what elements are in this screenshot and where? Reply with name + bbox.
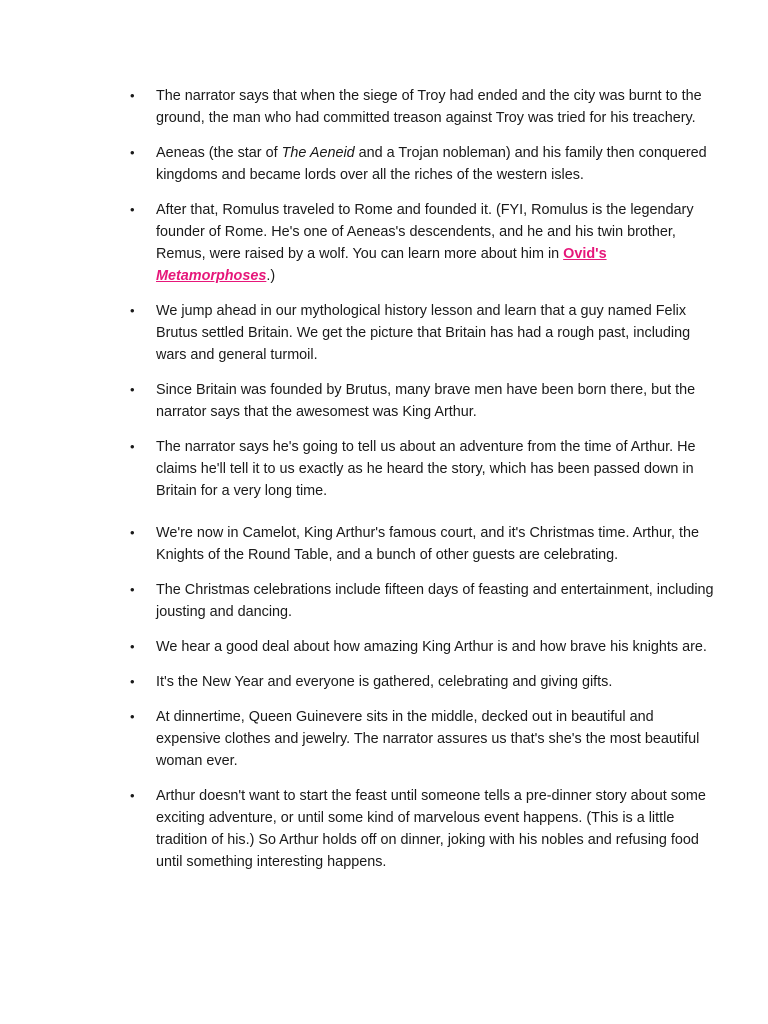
bullet-icon: • [130, 303, 135, 318]
bullet-icon: • [130, 788, 135, 803]
list-item [130, 85, 720, 129]
item-text: The narrator says he's going to tell us about an adventure from the time of Arthur. He claims he'll tell it to us exactly as he heard the story, which has been passed down in Britain for a very long time. [156, 439, 696, 499]
item-text: We jump ahead in our mythological history lesson and learn that a guy named Felix Brutus settled Britain. We get the picture that Britain has had a rough past, including wars and general turmoil. [156, 303, 691, 363]
item-text: At dinnertime, Queen Guinevere sits in the middle, decked out in beautiful and expensive clothes and jewelry. The narrator assures us that's she's the most beautiful woman ever. [156, 709, 700, 769]
bullet-icon: • [130, 582, 135, 597]
list-item [130, 379, 720, 423]
bullet-icon: • [130, 88, 135, 103]
link-text-italic: Metamorphoses [156, 268, 267, 284]
list-item [130, 199, 720, 287]
item-text-post: .) [266, 268, 276, 284]
bullet-icon: • [130, 382, 135, 397]
bullet-icon: • [130, 439, 135, 454]
item-text: The Christmas celebrations include fifteen days of feasting and entertainment, including jousting and dancing. [156, 582, 714, 620]
book-title-aeneid: The Aeneid [281, 145, 355, 161]
list-item [130, 706, 720, 772]
item-text-pre: After that, Romulus traveled to Rome and founded it. (FYI, Romulus is the legendary founder of Rome. He's one of Aeneas's descendents, and he and his twin brother, Remus, were raised by a wolf. You can learn more about him in [156, 202, 694, 262]
list-item [130, 522, 720, 566]
bullet-icon: • [130, 639, 135, 654]
list-item [130, 300, 720, 366]
list-item [130, 436, 720, 502]
list-item [130, 785, 720, 873]
list-item [130, 579, 720, 623]
item-text: Arthur doesn't want to start the feast until someone tells a pre-dinner story about some exciting adventure, or until some kind of marvelous event happens. (This is a little tradition of his.) So Arthur holds off on dinner, joking with his nobles and refusing food until something interesting happens. [156, 788, 706, 870]
link-text-plain: Ovid's [563, 246, 607, 262]
bullet-icon: • [130, 202, 135, 217]
item-text: Since Britain was founded by Brutus, many brave men have been born there, but the narrator says that the awesomest was King Arthur. [156, 382, 696, 420]
item-text-pre: Aeneas (the star of [156, 145, 282, 161]
item-text: It's the New Year and everyone is gathered, celebrating and giving gifts. [156, 674, 613, 690]
bullet-icon: • [130, 145, 135, 160]
bullet-icon: • [130, 525, 135, 540]
item-text: We hear a good deal about how amazing King Arthur is and how brave his knights are. [156, 639, 707, 655]
list-item [130, 142, 720, 186]
summary-list [130, 85, 720, 886]
item-text: We're now in Camelot, King Arthur's famous court, and it's Christmas time. Arthur, the Knights of the Round Table, and a bunch of other guests are celebrating. [156, 525, 700, 563]
bullet-icon: • [130, 709, 135, 724]
item-text: The narrator says that when the siege of Troy had ended and the city was burnt to the ground, the man who had committed treason against Troy was tried for his treachery. [156, 88, 702, 126]
list-item [130, 636, 720, 658]
bullet-icon: • [130, 674, 135, 689]
item-text-post: and a Trojan nobleman) and his family then conquered kingdoms and became lords over all the riches of the western isles. [156, 145, 707, 183]
list-item [130, 671, 720, 693]
